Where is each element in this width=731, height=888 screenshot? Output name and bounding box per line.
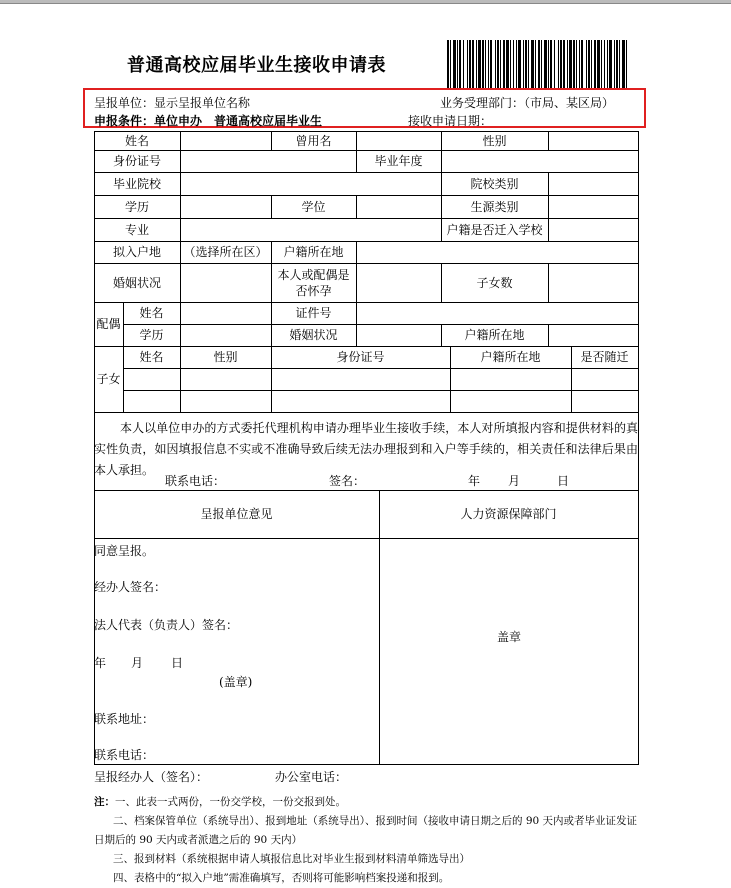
label-school: 毕业院校: [112, 176, 161, 191]
label-used-name: 曾用名: [295, 133, 332, 148]
label-grad-year: 毕业年度: [374, 154, 423, 168]
col-line: [180, 131, 181, 150]
row-line: [123, 368, 638, 369]
label-major: 专业: [124, 222, 149, 237]
col-line: [180, 263, 181, 302]
opinion-day: 日: [171, 656, 184, 670]
barcode: [447, 40, 627, 88]
signature-year: 年: [468, 474, 481, 488]
opinion-year: 年: [94, 656, 107, 670]
agree-text: 同意呈报。: [94, 544, 155, 558]
legal-rep-signature: 法人代表（负责人）签名：: [94, 618, 239, 632]
page-top-edge-line: [0, 3, 731, 4]
col-line: [356, 131, 357, 150]
note-3: 三、报到材料（系统根据申请人填报信息比对毕业生报到材料清单筛选导出）: [113, 853, 470, 865]
contact-address: 联系地址：: [94, 712, 155, 726]
note-4: 四、表格中的“拟入户地”需准确填写，否则将可能影响档案投递和报到。: [113, 872, 450, 884]
label-student-type: 生源类别: [470, 199, 519, 214]
label-children: 子女: [96, 372, 121, 386]
label-education: 学历: [124, 199, 149, 214]
label-marital: 婚姻状况: [112, 275, 161, 290]
signature-phone: 联系电话：: [165, 474, 226, 488]
label-hukou-moved: 户籍是否迁入学校: [446, 222, 543, 237]
label-hukou-location: 户籍所在地: [283, 245, 344, 259]
col-line: [548, 195, 549, 218]
col-line: [180, 195, 181, 218]
col-line: [356, 302, 357, 346]
label-id-number: 身份证号: [112, 154, 161, 168]
col-line: [548, 324, 549, 346]
declaration-body: 本人以单位申办的方式委托代理机构申请办理毕业生接收手续，本人对所填报内容和提供材料的真实性负责，如因填报信息不实或不准确导致后续无法办理报到和入户等手续的，相关责任和法律后果由本人承担。: [94, 421, 638, 477]
col-line: [180, 218, 181, 241]
col-line: [180, 302, 181, 346]
table-border-right: [638, 131, 639, 764]
row-line: [123, 324, 638, 325]
opinion-seal-paren: (盖章): [219, 675, 253, 689]
label-spouse-education: 学历: [139, 328, 164, 342]
col-line: [356, 263, 357, 302]
col-line: [548, 263, 549, 302]
submit-handler: 呈报经办人（签名）：: [94, 770, 209, 784]
opinion-month: 月: [131, 656, 144, 670]
col-line: [356, 195, 357, 218]
business-dept: 业务受理部门：（市局、某区局）: [440, 96, 615, 110]
signature-month: 月: [508, 474, 521, 488]
unit-opinion-header: 呈报单位意见: [200, 507, 273, 521]
col-line: [548, 172, 549, 195]
row-line: [94, 412, 639, 413]
label-spouse-marital: 婚姻状况: [289, 328, 338, 342]
label-pregnant: 本人或配偶是否怀孕: [277, 267, 350, 298]
label-target-hukou: 拟入户地: [112, 245, 161, 259]
col-line: [548, 218, 549, 241]
label-child-id: 身份证号: [336, 350, 385, 364]
hr-dept-header: 人力资源保障部门: [460, 507, 557, 521]
row-line: [123, 390, 638, 391]
label-child-follow: 是否随迁: [580, 350, 629, 364]
label-spouse-name: 姓名: [139, 306, 164, 320]
label-name: 姓名: [124, 133, 149, 148]
label-school-type: 院校类别: [470, 176, 519, 191]
submitting-unit: 呈报单位：显示呈报单位名称: [94, 96, 251, 110]
signature-sign: 签名：: [329, 474, 366, 488]
handler-signature: 经办人签名：: [94, 580, 167, 594]
label-child-hukou: 户籍所在地: [480, 350, 541, 364]
note-1: 一、此表一式两份，一份交学校，一份交报到处。: [115, 796, 346, 808]
row-line: [94, 764, 639, 765]
label-child-name: 姓名: [139, 350, 164, 364]
col-line: [441, 150, 442, 172]
col-line: [180, 172, 181, 195]
row-line: [94, 538, 639, 539]
label-cert-no: 证件号: [295, 306, 332, 320]
col-line: [180, 150, 181, 172]
label-gender: 性别: [482, 133, 507, 148]
note-2: 二、档案保管单位（系统导出）、报到地址（系统导出）、报到时间（接收申请日期之后的 90 天内或者毕业证发证日期后的 90 天内或者派遣之后的 90 天内）: [94, 815, 638, 846]
label-degree: 学位: [301, 199, 326, 214]
hr-seal: 盖章: [497, 630, 522, 644]
col-line: [356, 241, 357, 263]
form-title: 普通高校应届毕业生接收申请表: [127, 55, 386, 76]
notes-section: [94, 793, 639, 888]
label-spouse: 配偶: [96, 317, 121, 331]
notes-label: 注：: [94, 796, 115, 808]
label-child-gender: 性别: [213, 350, 238, 364]
contact-phone: 联系电话：: [94, 748, 155, 762]
application-condition: 申报条件：单位申办 普通高校应届毕业生: [94, 114, 323, 128]
label-spouse-hukou: 户籍所在地: [464, 328, 525, 342]
office-phone: 办公室电话：: [275, 770, 348, 784]
signature-day: 日: [557, 474, 570, 488]
application-date: 接收申请日期：: [408, 114, 493, 128]
select-district[interactable]: （选择所在区）: [183, 245, 268, 259]
label-children-count: 子女数: [476, 275, 513, 290]
col-line: [548, 131, 549, 150]
